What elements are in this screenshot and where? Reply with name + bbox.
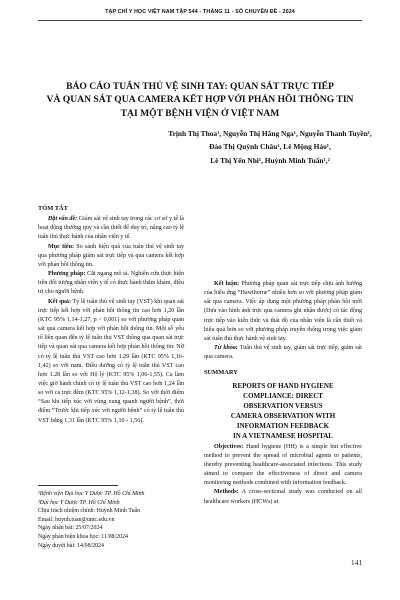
header-divider	[38, 20, 362, 21]
abstract-vietnamese	[38, 204, 184, 426]
corresponding-author: Chịu trách nhiệm chính: Huỳnh Minh Tuấn	[38, 508, 141, 515]
title-line: TẠI MỘT BỆNH VIỆN Ở VIỆT NAM	[120, 107, 280, 119]
abstract-background: Đặt vấn đề: Giám sát vệ sinh tay trong các cơ sở y tế là hoạt động thường quy và cần thiết để duy trì, nâng cao tỷ lệ tuân thủ thực hành của nhân viên y tế.	[38, 216, 184, 241]
english-title-line: REPORTS OF HAND HYGIENE	[232, 381, 334, 390]
abstract-keywords: Từ khóa: Tuân thủ vệ sinh tay, giám sát trực tiếp, giám sát qua camera.	[204, 345, 362, 361]
summary-objectives: Objectives: Hand hygiene (HH) is a simple but effective method to prevent the spread of microbial agents to patients, thereby preventing healthcare-associated infections. This study aimed to compare the effectiveness of direct and camera monitoring methods combined with information feedback.	[204, 443, 362, 487]
abstract-results: Kết quả: Tỷ lệ tuân thủ vệ sinh tay (VST) khi quan sát trực tiếp kết hợp với phản hồi thông tin cao hơn 1,20 lần (KTC 95% 1,14-1,27, p < 0,001) so với phương pháp quan sát qua camera kết hợp với phản hồi thông tin. Một số yếu tố liên quan đến tỷ lệ tuân thủ VST thông qua quan sát trực tiếp và quan sát qua camera kết hợp phản hồi thông tin: Nữ có tỷ lệ tuân thủ VST cao hơn 1.29 lần (KTC 95% 1,16-1,42) so với nam. Điều dưỡng có tỷ lệ tuân thủ VST cao hơn 1.28 lần so với Hộ lý (KTC 95% 1,06-1,55). Ca làm việc giờ hành chính có tỷ lệ tuân thủ VST cao hơn 1,24 lần so với ca trực đêm (KTC 95% 1,12-1,38). So với thời điểm “Sau khi tiếp xúc với vùng xung quanh người bệnh”, thời điểm “Trước khi tiếp xúc với người bệnh” có tỷ lệ tuân thủ VST bằng 1,31 lần (KTC 95% 1,10 - 1,56).	[38, 298, 184, 424]
abstract-methods: Phương pháp: Cắt ngang mô tả. Nghiên cứu thực hiện trên đối tượng nhân viên y tế có thực hành thăm khám, điều trị cho người bệnh.	[38, 271, 184, 296]
english-title-line: OBSERVATION VERSUS	[243, 401, 323, 410]
affiliation-2: ²Đại học Y Dược TP. Hồ Chí Minh	[38, 499, 120, 506]
abstract-continued	[204, 280, 362, 507]
author-list	[150, 127, 390, 167]
title-line: BÁO CÁO TUÂN THỦ VỆ SINH TAY: QUAN SÁT TRỰC TIẾP	[66, 81, 334, 92]
email: Email: huynh.tuan@umc.edu.vn	[38, 516, 115, 523]
abstract-heading: TÓM TẮT	[38, 205, 68, 212]
page-number: 141	[351, 558, 362, 567]
english-title-line: COMPLIANCE: DIRECT	[243, 391, 323, 400]
authors-line: Lê Thị Yến Nhi¹, Huỳnh Minh Tuấn¹,²	[210, 155, 330, 165]
summary-methods: Methods: A cross-sectional study was conducted on all healthcare workers (HCWs) at	[204, 489, 362, 505]
english-title-line: INFORMATION FEEDBACK	[236, 421, 330, 430]
footnote-divider	[38, 485, 118, 486]
accepted-date: Ngày duyệt bài: 14/08/2024	[38, 542, 104, 549]
english-title-line: CAMERA OBSERVATION WITH	[230, 411, 336, 420]
summary-heading: SUMMARY	[204, 369, 238, 377]
authors-line: Đào Thị Quỳnh Châu¹, Lê Mộng Hảo¹,	[209, 142, 331, 152]
abstract-objective: Mục tiêu: So sánh hiệu quả của tuân thủ vệ sinh tay qua phương pháp giám sát trực tiếp và qua camera kết hợp với phản hồi thông tin.	[38, 243, 184, 268]
english-title-line: IN A VIETNAMESE HOSPITAL	[233, 431, 333, 440]
abstract-conclusion: Kết luận: Phương pháp quan sát trực tiếp chịu ảnh hưởng của hiệu ứng “Hawthorne” nhiều hơn so với phương pháp giám sát qua camera. Việc áp dụng một phương pháp phản hồi mới (Dựa vào hình ảnh trực qua camera ghi nhận được) có tác động trực tiếp vào kiến thức và thái độ của nhân viên là cần thiết và hiệu quả hơn so với phương pháp truyền thống trong việc giám sát tuân thủ thực hành vệ sinh tay.	[204, 281, 362, 342]
journal-header: TẠP CHÍ Y HỌC VIỆT NAM TẬP 544 - THÁNG 11 - SỐ CHUYÊN ĐỀ - 2024	[105, 9, 295, 15]
received-date: Ngày nhận bài: 25/07/2024	[38, 525, 103, 532]
review-date: Ngày phản biện khoa học: 11/08/2024	[38, 533, 128, 540]
title-line: VÀ QUAN SÁT QUA CAMERA KẾT HỢP VỚI PHẢN HỒI THÔNG TIN	[46, 94, 354, 106]
article-title	[30, 80, 370, 120]
affiliation-1: ¹Bệnh viện Đại học Y Dược TP. Hồ Chí Minh	[38, 491, 145, 497]
authors-line: Trịnh Thị Thoa¹, Nguyễn Thị Hằng Nga¹, Nguyễn Thanh Tuyền¹,	[168, 129, 372, 138]
english-title	[204, 381, 362, 441]
footnotes	[38, 485, 184, 550]
